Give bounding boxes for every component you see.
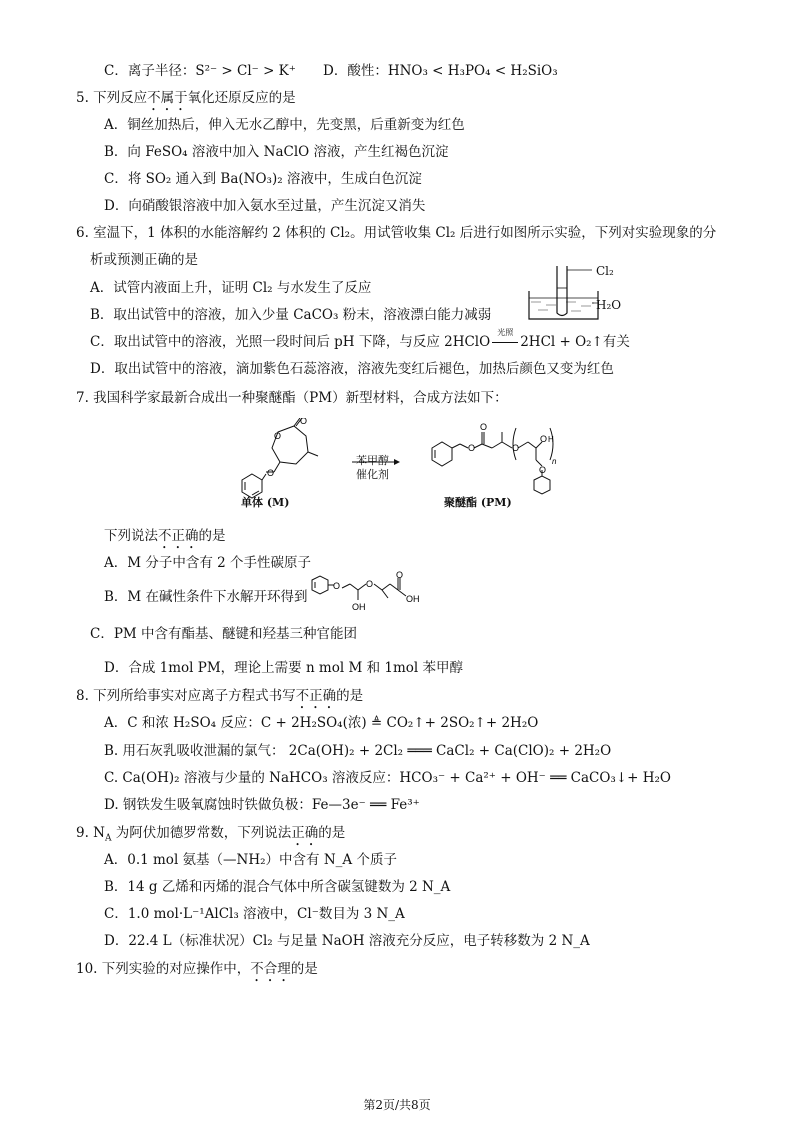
monomer-o-ring: O bbox=[274, 431, 282, 441]
q8-option-b: B. 用石灰乳吸收泄漏的氯气： 2Ca(OH)₂ + 2Cl₂ ═══ CaCl₂ + Ca(ClO)₂ + 2H₂O bbox=[104, 743, 612, 759]
polymer-o-chain: O bbox=[540, 434, 548, 444]
q7-option-a: A．M 分子中含有 2 个手性碳原子 bbox=[104, 555, 312, 571]
q5-option-d: D．向硝酸银溶液中加入氨水至过量，产生沉淀又消失 bbox=[104, 198, 426, 214]
q7-stem: 7. 我国科学家最新合成出一种聚醚酯（PM）新型材料，合成方法如下： bbox=[76, 390, 508, 406]
page-number: 第2页/共8页 bbox=[363, 1098, 431, 1112]
product-oh-acid: OH bbox=[406, 594, 420, 604]
polymer-o-ether: O bbox=[512, 443, 520, 453]
monomer-o-carbonyl: O bbox=[300, 418, 308, 426]
q6-stem-line1: 6. 室温下，1 体积的水能溶解约 2 体积的 Cl₂。用试管收集 Cl₂ 后进行如图所示实验，下列对实验现象的分 bbox=[76, 225, 717, 241]
label-polymer: 聚醚酯 (PM) bbox=[444, 496, 512, 509]
q5-stem: 5. 下列反应不属于氧化还原反应的是 bbox=[76, 90, 296, 106]
q7-sub-stem: 下列说法不正确的是 bbox=[104, 528, 226, 544]
monomer-o-ether: O bbox=[267, 468, 275, 478]
product-o-carbonyl: O bbox=[396, 570, 404, 580]
q10-stem: 10. 下列实验的对应操作中，不合理的是 bbox=[76, 961, 318, 977]
q8-option-c: C. Ca(OH)₂ 溶液与少量的 NaHCO₃ 溶液反应：HCO₃⁻ + Ca²⁺ + OH⁻ ══ CaCO₃↓+ H₂O bbox=[104, 770, 671, 786]
test-tube-figure bbox=[526, 258, 646, 322]
q9-option-b: B．14 g 乙烯和丙烯的混合气体中所含碳氢键数为 2 N_A bbox=[104, 879, 451, 895]
figure-label-h2o: H₂O bbox=[596, 298, 622, 312]
q9-option-d: D．22.4 L（标准状况）Cl₂ 与足量 NaOH 溶液充分反应，电子转移数为 2 N_A bbox=[104, 933, 590, 949]
polymer-o-ester: O bbox=[468, 443, 476, 453]
q6-option-c: C．取出试管中的溶液，光照一段时间后 pH 下降，与反应 2HClO 光照 2HCl + O₂↑有关 bbox=[90, 328, 630, 350]
q8-option-a: A．C 和浓 H₂SO₄ 反应：C + 2H₂SO₄(浓) ≜ CO₂↑+ 2SO₂↑+ 2H₂O bbox=[104, 715, 539, 731]
figure-label-cl2: Cl₂ bbox=[596, 264, 614, 278]
q7-option-d: D．合成 1mol PM，理论上需要 n mol M 和 1mol 苯甲醇 bbox=[104, 660, 463, 676]
polymer-o-phenoxy: O bbox=[539, 465, 547, 475]
polymer-o-carbonyl: O bbox=[480, 422, 488, 432]
product-o-ether: O bbox=[366, 579, 374, 589]
q9-stem: 9. $N_A$ 为阿伏加德罗常数，下列说法正确的是 bbox=[76, 825, 346, 844]
q6-option-a: A．试管内液面上升，证明 Cl₂ 与水发生了反应 bbox=[90, 280, 372, 296]
product-oh-secondary: OH bbox=[352, 602, 366, 612]
q9-option-a: A．0.1 mol 氨基（—NH₂）中含有 N_A 个质子 bbox=[104, 852, 397, 868]
q7-option-c: C．PM 中含有酯基、醚键和羟基三种官能团 bbox=[90, 626, 358, 642]
hydrolysis-product-structure bbox=[306, 570, 446, 618]
q8-option-d: D. 钢铁发生吸氧腐蚀时铁做负极：Fe—3e⁻ ══ Fe³⁺ bbox=[104, 797, 420, 813]
q4-option-d: D．酸性：HNO₃ < H₃PO₄ < H₂SiO₃ bbox=[323, 63, 558, 79]
product-o-phenoxy: O bbox=[333, 581, 341, 591]
q6-option-d: D．取出试管中的溶液，滴加紫色石蕊溶液，溶液先变红后褪色，加热后颜色又变为红色 bbox=[90, 361, 614, 377]
q8-stem: 8. 下列所给事实对应离子方程式书写不正确的是 bbox=[76, 688, 364, 704]
q5-option-a: A．铜丝加热后，伸入无水乙醇中，先变黑，后重新变为红色 bbox=[104, 117, 465, 133]
monomer-structure bbox=[242, 418, 318, 498]
arrow-reagent-top: 苯甲醇 bbox=[356, 454, 389, 467]
q5-option-b: B．向 FeSO₄ 溶液中加入 NaClO 溶液，产生红褐色沉淀 bbox=[104, 144, 449, 160]
label-monomer: 单体 (M) bbox=[241, 496, 290, 509]
polymer-h-end: H bbox=[548, 435, 554, 444]
polymer-structure bbox=[432, 428, 553, 494]
arrow-reagent-bottom: 催化剂 bbox=[356, 468, 389, 481]
q7-option-b: B．M 在碱性条件下水解开环得到 bbox=[104, 589, 308, 605]
q9-option-c: C．1.0 mol·L⁻¹AlCl₃ 溶液中，Cl⁻数目为 3 N_A bbox=[104, 906, 405, 922]
polymer-n-subscript: n bbox=[552, 457, 557, 466]
q4-option-c: C．离子半径：S²⁻ > Cl⁻ > K⁺ bbox=[104, 63, 296, 79]
q6-option-b: B．取出试管中的溶液，加入少量 CaCO₃ 粉末，溶液漂白能力减弱 bbox=[90, 307, 492, 323]
q5-option-c: C．将 SO₂ 通入到 Ba(NO₃)₂ 溶液中，生成白色沉淀 bbox=[104, 171, 422, 187]
q6-stem-line2: 析或预测正确的是 bbox=[90, 252, 198, 268]
